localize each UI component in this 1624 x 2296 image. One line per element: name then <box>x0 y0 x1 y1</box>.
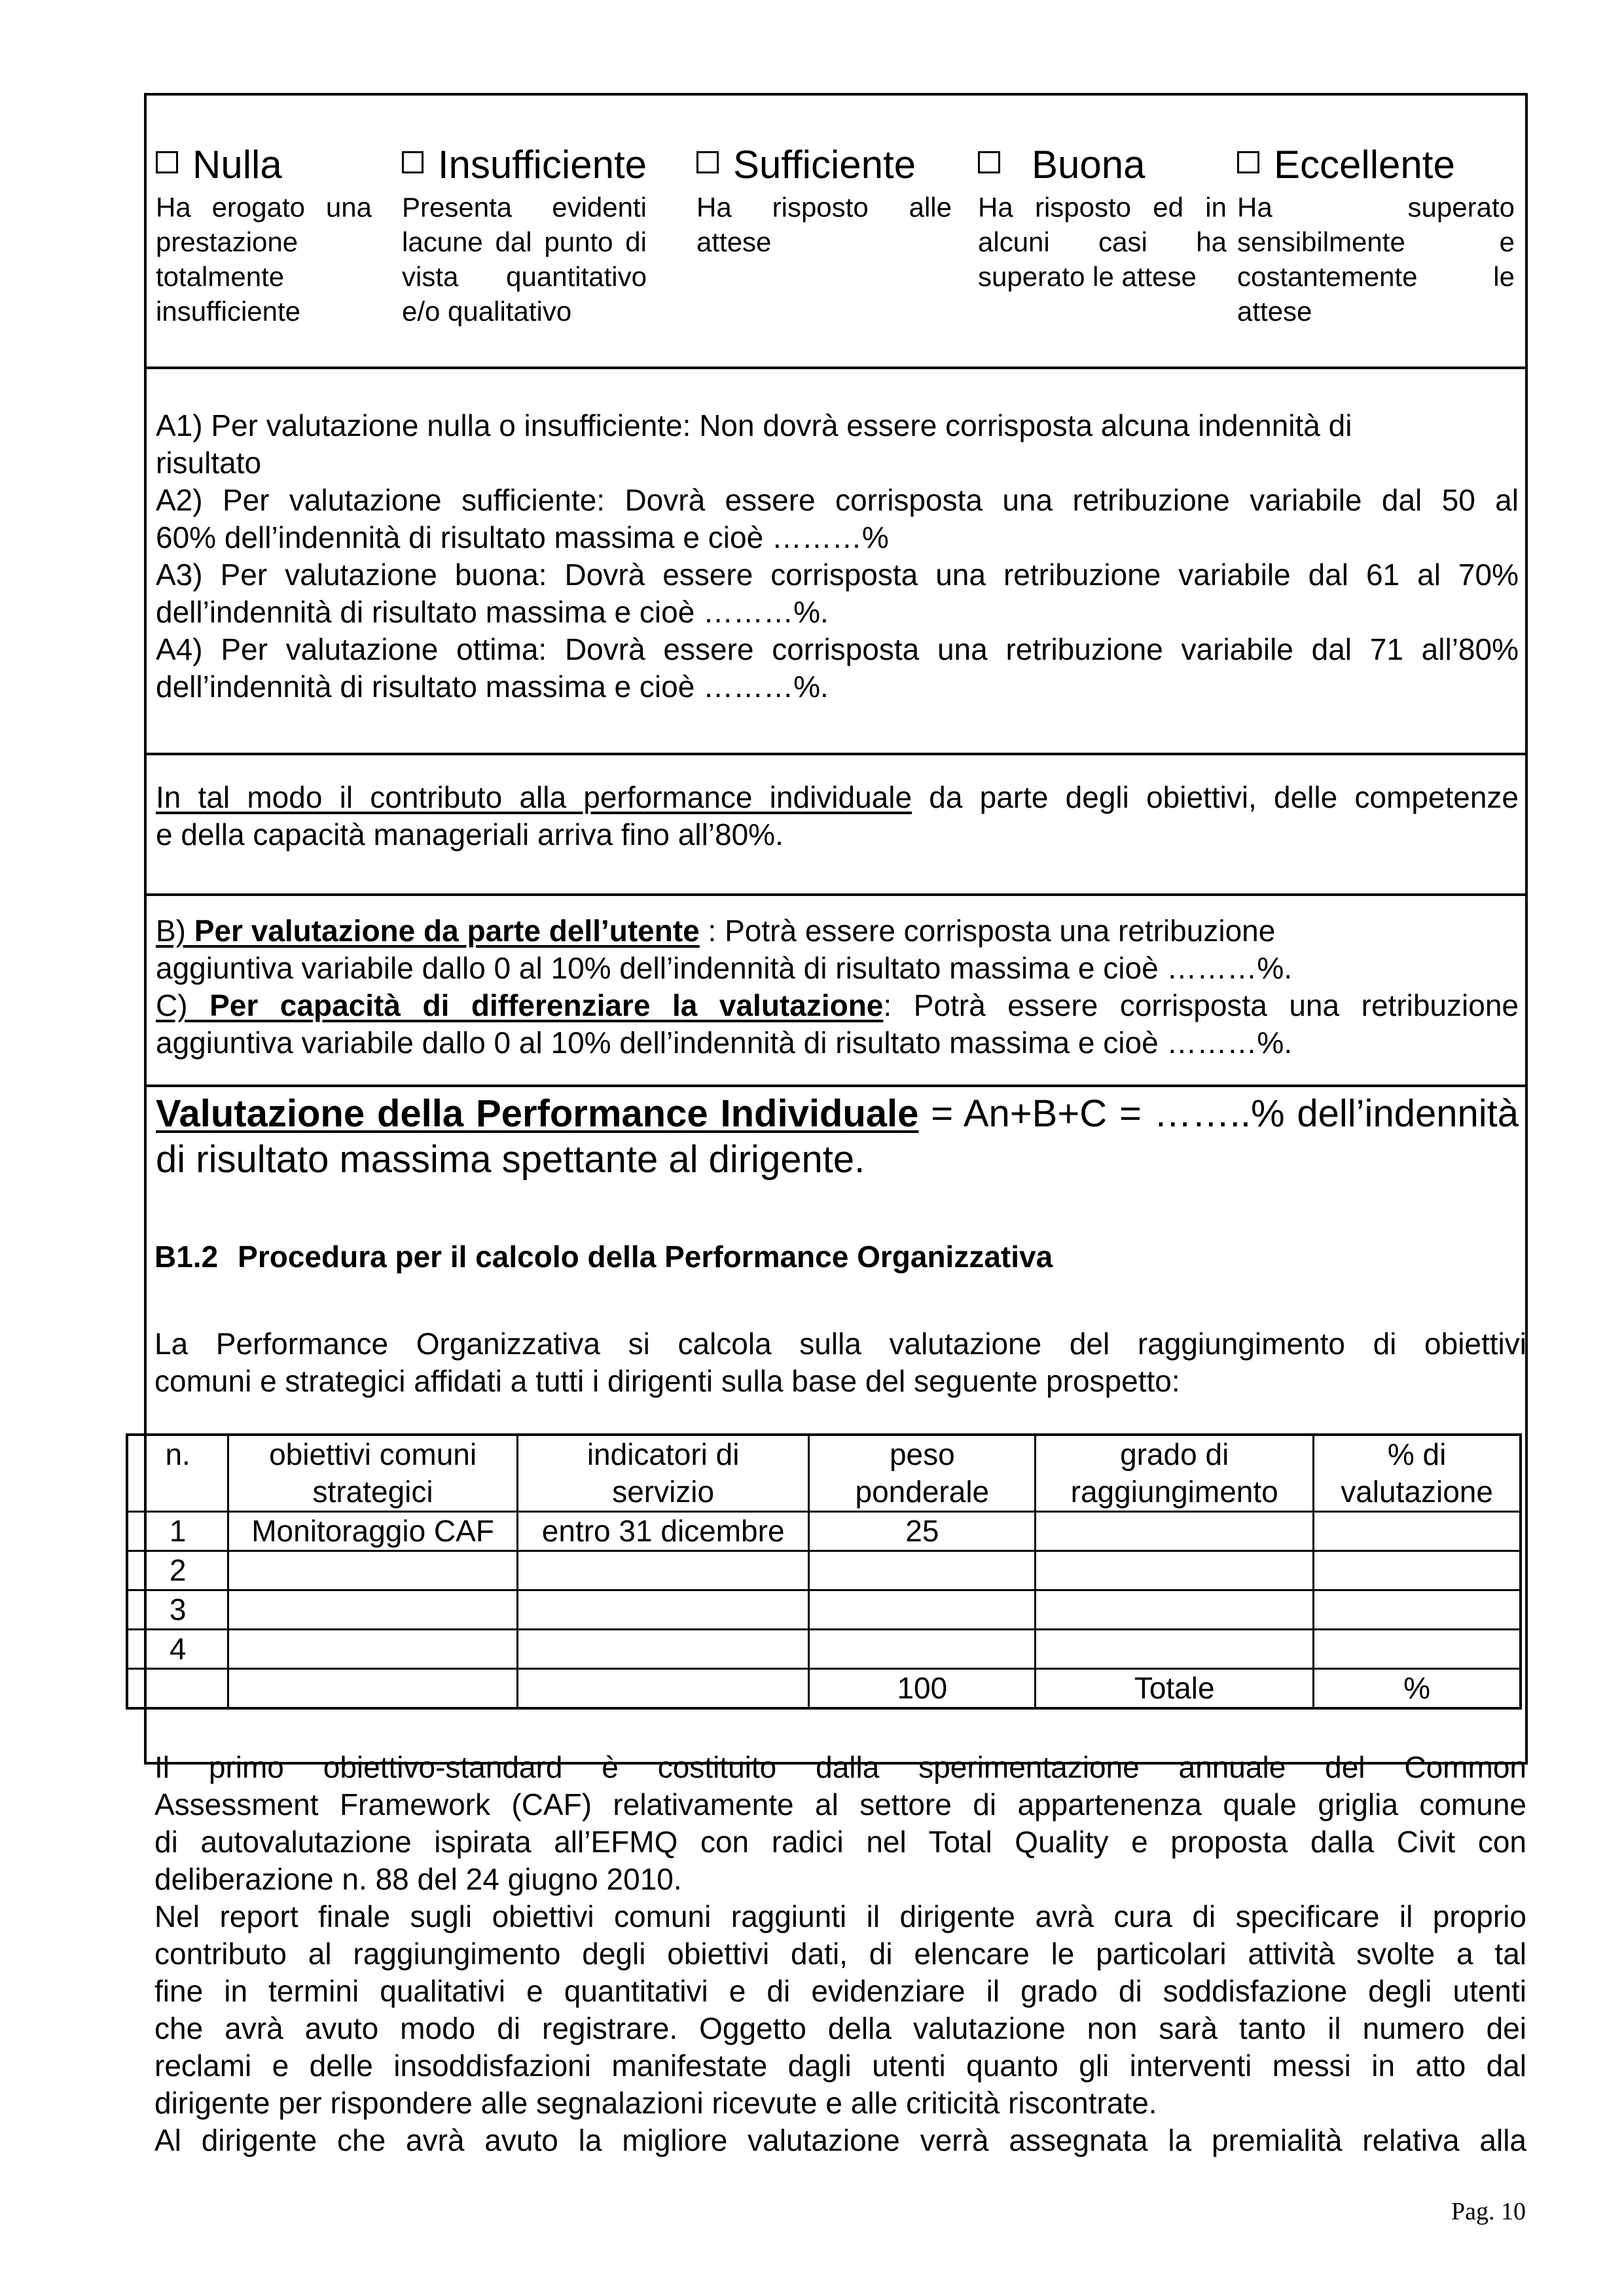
table-row <box>127 1590 1521 1630</box>
body-line: che avrà avuto modo di registrare. Oggetto della valutazione non sarà tanto il numero dei <box>154 2011 1526 2045</box>
cell-indicator[interactable] <box>517 1590 809 1630</box>
cell-total-weight: 100 <box>809 1669 1036 1709</box>
criterion-a1: A1) Per valutazione nulla o insufficiente: Non dovrà essere corrisposta alcuna indennità di risultato <box>156 408 1352 480</box>
criterion-a2-line1: A2) Per valutazione sufficiente: Dovrà essere corrisposta una retribuzione variabile dal 50 al <box>156 483 1519 517</box>
rating-description: Presenta evidenti lacune dal punto di vista quantitativo e/o qualitativo <box>402 192 647 327</box>
body-line: fine in termini qualitativi e quantitativi e di evidenziare il grado di soddisfazione degli utenti <box>154 1974 1526 2008</box>
body-line: deliberazione n. 88 del 24 giugno 2010. <box>154 1862 682 1896</box>
column-header-n: n. <box>127 1435 228 1512</box>
cell-objective[interactable]: Monitoraggio CAF <box>228 1512 518 1551</box>
cell-objective[interactable] <box>228 1551 518 1590</box>
section-b-c-criteria <box>147 896 1525 1062</box>
checkbox-icon[interactable] <box>1237 151 1259 173</box>
criterion-c-line2: aggiuntiva variabile dallo 0 al 10% dell’indennità di risultato massima e cioè ………%. <box>156 1026 1293 1060</box>
page-number: Pag. 10 <box>1451 2198 1526 2225</box>
criterion-b-title: Per valutazione da parte dell’utente <box>194 914 700 948</box>
cell-indicator[interactable] <box>517 1551 809 1590</box>
column-header-evaluation: % di valutazione <box>1314 1435 1521 1512</box>
cell-total-evaluation[interactable]: % <box>1314 1669 1521 1709</box>
final-formula <box>147 1087 1525 1183</box>
body-line: Assessment Framework (CAF) relativamente al settore di appartenenza quale griglia comune <box>154 1787 1526 1821</box>
column-header-achievement: grado di raggiungimento <box>1036 1435 1314 1512</box>
column-header-indicators: indicatori di servizio <box>517 1435 809 1512</box>
body-line: di autovalutazione ispirata all’EFMQ con radici nel Total Quality e proposta dalla Civit con <box>154 1825 1526 1859</box>
body-line: contributo al raggiungimento degli obiettivi dati, di elencare le particolari attività svolte a tal <box>154 1937 1526 1971</box>
cell-achievement[interactable] <box>1036 1630 1314 1669</box>
table-row <box>127 1512 1521 1551</box>
cell-objective <box>228 1669 518 1709</box>
cell-evaluation[interactable] <box>1314 1512 1521 1551</box>
criterion-a3-line1: A3) Per valutazione buona: Dovrà essere corrisposta una retribuzione variabile dal 61 al 70% <box>156 558 1519 592</box>
criterion-b-line2: aggiuntiva variabile dallo 0 al 10% dell’indennità di risultato massima e cioè ………%. <box>156 951 1293 985</box>
rating-option-buona[interactable] <box>978 143 1227 294</box>
table-header-row <box>127 1435 1521 1512</box>
table-row <box>127 1551 1521 1590</box>
section-heading <box>154 1239 1053 1274</box>
final-formula-title: Valutazione della Performance Individuale <box>156 1092 919 1135</box>
cell-objective[interactable] <box>228 1590 518 1630</box>
body-line: Nel report finale sugli obiettivi comuni raggiunti il dirigente avrà cura di specificare il proprio <box>154 1899 1526 1933</box>
cell-n: 2 <box>127 1551 228 1590</box>
rating-description: Ha erogato una prestazione totalmente insufficiente <box>156 192 372 327</box>
intro-line: La Performance Organizzativa si calcola sulla valutazione del raggiungimento di obiettivi <box>154 1327 1526 1361</box>
section-title-text: Procedura per il calcolo della Performance Organizzativa <box>238 1240 1053 1274</box>
rating-label: Insufficiente <box>437 143 647 187</box>
intro-line: comuni e strategici affidati a tutti i dirigenti sulla base del seguente prospetto: <box>154 1364 1180 1398</box>
checkbox-icon[interactable] <box>156 151 178 173</box>
cell-weight[interactable] <box>809 1551 1036 1590</box>
criterion-c-prefix: C) <box>156 988 210 1022</box>
criterion-c-title: Per capacità di differenziare la valutazione <box>209 988 884 1022</box>
cell-n: 3 <box>127 1590 228 1630</box>
criterion-a3-line2: dell’indennità di risultato massima e cioè ………%. <box>156 595 829 629</box>
criterion-a2-line2: 60% dell’indennità di risultato massima e cioè ………% <box>156 520 889 554</box>
checkbox-icon[interactable] <box>696 151 719 173</box>
cell-evaluation[interactable] <box>1314 1551 1521 1590</box>
body-text <box>154 1749 1526 2159</box>
body-line: dirigente per rispondere alle segnalazioni ricevute e alle criticità riscontrate. <box>154 2086 1157 2120</box>
cell-total-label: Totale <box>1036 1669 1314 1709</box>
rating-description: Ha superato sensibilmente e costantemente le attese <box>1237 192 1515 327</box>
summary-text-line2: e della capacità manageriali arriva fino all’80%. <box>156 817 784 852</box>
criterion-b-prefix: B) <box>156 914 194 948</box>
cell-achievement[interactable] <box>1036 1590 1314 1630</box>
table-total-row <box>127 1669 1521 1709</box>
checkbox-icon[interactable] <box>402 151 424 173</box>
rating-description: Ha risposto alle attese <box>696 192 952 257</box>
cell-n <box>127 1669 228 1709</box>
cell-n: 4 <box>127 1630 228 1669</box>
final-formula-line2: di risultato massima spettante al dirigente. <box>156 1138 865 1181</box>
rating-description: Ha risposto ed in alcuni casi ha superato le attese <box>978 192 1227 292</box>
rating-option-nulla[interactable] <box>156 143 372 329</box>
column-header-objectives: obiettivi comuni strategici <box>228 1435 518 1512</box>
final-formula-expression: = An+B+C = ……..% dell’indennità <box>918 1092 1519 1135</box>
cell-indicator <box>517 1669 809 1709</box>
rating-option-eccellente[interactable] <box>1237 143 1515 329</box>
criterion-a4-line1: A4) Per valutazione ottima: Dovrà essere corrisposta una retribuzione variabile dal 71 all’80% <box>156 632 1519 666</box>
section-number: B1.2 <box>154 1240 219 1274</box>
criterion-a4-line2: dell’indennità di risultato massima e cioè ………%. <box>156 670 829 704</box>
cell-weight[interactable]: 25 <box>809 1512 1036 1551</box>
cell-indicator[interactable]: entro 31 dicembre <box>517 1512 809 1551</box>
summary-text: da parte degli obiettivi, delle competenze <box>912 780 1519 814</box>
cell-weight[interactable] <box>809 1590 1036 1630</box>
column-header-weight: peso ponderale <box>809 1435 1036 1512</box>
cell-objective[interactable] <box>228 1630 518 1669</box>
section-a-criteria <box>147 369 1525 755</box>
rating-options <box>147 96 1525 369</box>
rating-label: Eccellente <box>1274 143 1455 187</box>
cell-achievement[interactable] <box>1036 1551 1314 1590</box>
criterion-c-text: : Potrà essere corrisposta una retribuzione <box>883 988 1519 1022</box>
summary-underlined-text: In tal modo il contributo alla performance individuale <box>156 780 912 814</box>
cell-n: 1 <box>127 1512 228 1551</box>
cell-evaluation[interactable] <box>1314 1630 1521 1669</box>
body-line: Il primo obiettivo-standard è costituito dalla sperimentazione annuale del Common <box>154 1750 1526 1784</box>
rating-option-sufficiente[interactable] <box>696 143 952 259</box>
cell-indicator[interactable] <box>517 1630 809 1669</box>
body-line: reclami e delle insoddisfazioni manifestate dagli utenti quanto gli interventi messi in atto dal <box>154 2049 1526 2083</box>
objectives-table <box>126 1433 1522 1710</box>
criterion-b-text: : Potrà essere corrisposta una retribuzione <box>699 914 1276 948</box>
rating-label: Buona <box>1032 143 1146 187</box>
summary-paragraph <box>147 779 1525 853</box>
checkbox-icon[interactable] <box>978 151 1000 173</box>
body-line: Al dirigente che avrà avuto la migliore valutazione verrà assegnata la premialità relativa alla <box>154 2123 1526 2157</box>
cell-weight[interactable] <box>809 1630 1036 1669</box>
intro-paragraph <box>154 1325 1526 1400</box>
table-row <box>127 1630 1521 1669</box>
cell-achievement[interactable] <box>1036 1512 1314 1551</box>
rating-label: Nulla <box>192 143 282 187</box>
rating-option-insufficiente[interactable] <box>402 143 647 329</box>
rating-label: Sufficiente <box>733 143 916 187</box>
cell-evaluation[interactable] <box>1314 1590 1521 1630</box>
